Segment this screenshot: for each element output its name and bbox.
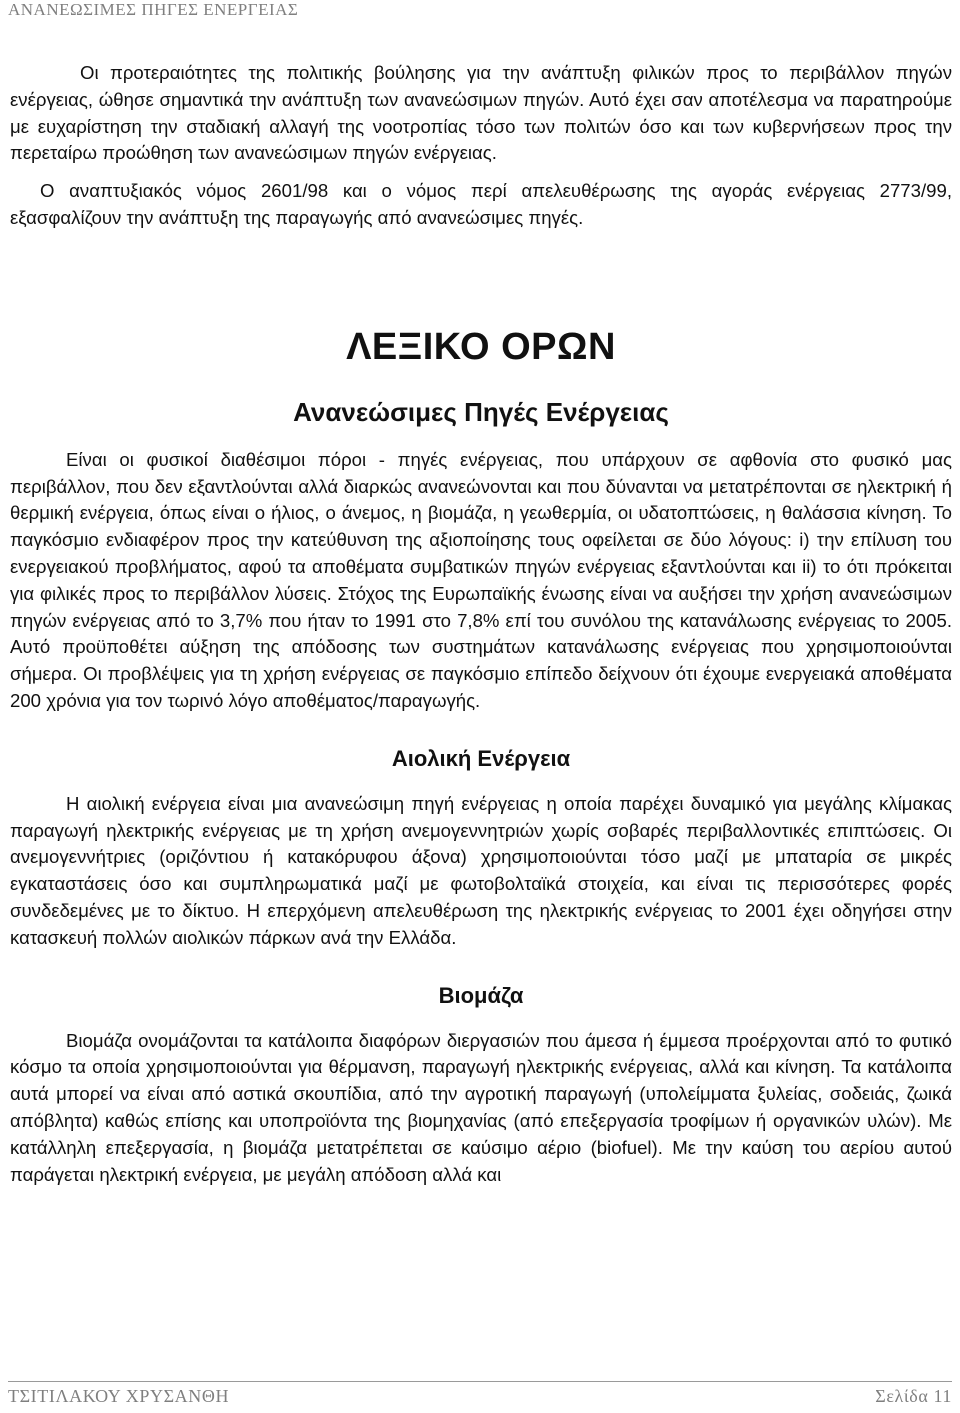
footer-page-number: Σελίδα 11 (875, 1386, 952, 1406)
intro-paragraph-2: Ο αναπτυξιακός νόμος 2601/98 και ο νόμος περί απελευθέρωσης της αγοράς ενέργειας 2773/99, εξασφαλίζουν την ανάπτυξη της παραγωγής από ανανεώσιμες πηγές. (10, 180, 952, 228)
wind-heading: Αιολική Ενέργεια (391, 745, 571, 771)
header-title: ΑΝΑΝΕΩΣΙΜΕΣ ΠΗΓΕΣ ΕΝΕΡΓΕΙΑΣ (8, 0, 299, 19)
footer-author: ΤΣΙΤΙΛΑΚΟΥ ΧΡΥΣΑΝΘΗ (8, 1386, 230, 1406)
footer-divider (8, 1381, 952, 1382)
glossary-title: ΛΕΞΙΚΟ ΟΡΩΝ (346, 325, 616, 368)
document-body (10, 60, 952, 1188)
page-footer (8, 1386, 952, 1410)
intro-paragraph-1: Οι προτεραιότητες της πολιτικής βούλησης για την ανάπτυξη φιλικών προς το περιβάλλον πηγών ενέργειας, ώθησε σημαντικά την ανάπτυξη των ανανεώσιμων πηγών. Αυτό έχει σαν αποτέλεσμα να παρατηρούμε με ευχαρίστηση την σταδιακή αλλαγή της νοοτροπίας τόσο των πολιτών όσο και των κυβερνήσεων προς την περεταίρω προώθηση των ανανεώσιμων πηγών ενέργειας. (10, 62, 952, 164)
biomass-paragraph: Βιομάζα ονομάζονται τα κατάλοιπα διαφόρων διεργασιών που άμεσα ή έμμεσα προέρχονται από το φυτικό κόσμο τα οποία χρησιμοποιούνται για θέρμανση, παραγωγή ηλεκτρικής ενέργειας, αλλά και κίνηση. Τα κατάλοιπα αυτά μπορεί να είναι από αστικά σκουπίδια, από την αγροτική παραγωγή (υπολείμματα ξυλείας, σοδειάς, ζωικά απόβλητα) καθώς επίσης και υποπροϊόντα της βιομηχανίας (από επεξεργασία τροφίμων ή οργανικών υλών). Με κατάλληλη επεξεργασία, η βιομάζα μετατρέπεται σε καύσιμο αέριο (biofuel). Με την καύση του αερίου αυτού παράγεται ηλεκτρική ενέργεια, με μεγάλη απόδοση αλλά και (10, 1029, 952, 1185)
page-header (8, 0, 952, 24)
renewable-heading: Ανανεώσιμες Πηγές Ενέργειας (293, 396, 669, 427)
biomass-heading: Βιομάζα (438, 982, 524, 1008)
renewable-paragraph: Είναι οι φυσικοί διαθέσιμοι πόροι - πηγές ενέργειας, που υπάρχουν σε αφθονία στο φυσικό μας περιβάλλον, που δεν εξαντλούνται αλλά διαρκώς ανανεώνονται και που δύνανται να μετατρέπονται σε ηλεκτρική ή θερμική ενέργεια, όπως είναι ο ήλιος, ο άνεμος, η βιομάζα, η γεωθερμία, οι υδατοπτώσεις, η θαλάσσια κίνηση. Το παγκόσμιο ενδιαφέρον προς την κατεύθυνση της αξιοποίησης τους οφείλεται σε δύο λόγους: i) την επίλυση του ενεργειακού προβλήματος, αφού τα αποθέματα συμβατικών πηγών ενέργειας εξαντλούνται και ii) το ότι πρόκειται για φιλικές προς το περιβάλλον λύσεις. Στόχος της Ευρωπαϊκής ένωσης είναι να αυξήσει την χρήση ανανεώσιμων πηγών ενέργειας από το 3,7% που ήταν το 1991 στο 7,8% επί του συνόλου της κατανάλωσης ενέργειας το 2005. Αυτό προϋποθέτει αύξηση της απόδοσης των συστημάτων κατανάλωσης ενέργειας που χρησιμοποιούνται σήμερα. Οι προβλέψεις για τη χρήση ενέργειας σε παγκόσμιο επίπεδο δείχνουν ότι έχουμε ενεργειακά αποθέματα 200 χρόνια για τον τωρινό λόγο αποθέματος/παραγωγής. (10, 448, 952, 711)
wind-paragraph: Η αιολική ενέργεια είναι μια ανανεώσιμη πηγή ενέργειας η οποία παρέχει δυναμικό για μεγάλης κλίμακας παραγωγή ηλεκτρικής ενέργειας με τη χρήση ανεμογεννητριών χωρίς σοβαρές περιβαλλοντικές επιπτώσεις. Οι ανεμογεννήτριες (οριζόντιου ή κατακόρυφου άξονα) χρησιμοποιούνται τόσο μαζί με μπαταρία σε μικρές εγκαταστάσεις όσο και συμπληρωματικά μαζί με φωτοβολταϊκά στοιχεία, και είναι τις περισσότερες φορές συνδεδεμένες με το δίκτυο. Η επερχόμενη απελευθέρωση της ηλεκτρικής ενέργειας το 2001 έχει οδηγήσει στην κατασκευή πολλών αιολικών πάρκων ανά την Ελλάδα. (10, 792, 952, 948)
